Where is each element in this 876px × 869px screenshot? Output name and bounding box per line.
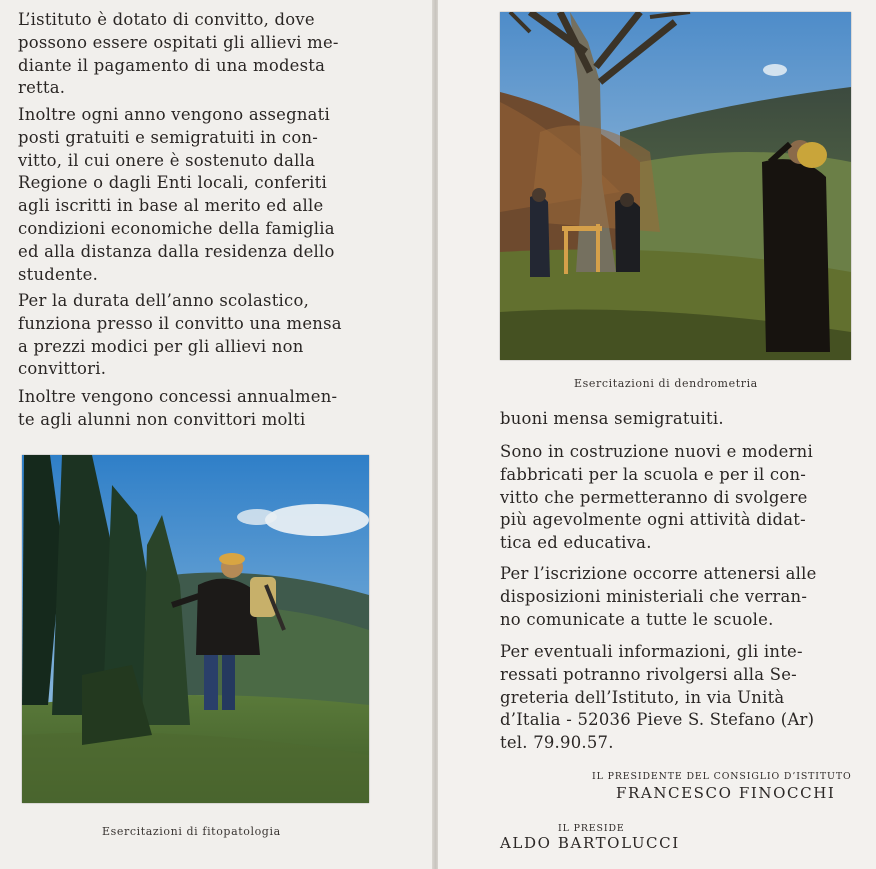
paragraph-iscrizione: Per l’iscrizione occorre attenersi alle disposizioni ministeriali che verran- no comunicate a tutte le scuole. <box>500 564 817 629</box>
photo-fitopatologia <box>22 455 369 803</box>
paragraph-mensa: Per la durata dell’anno scolastico, funziona presso il convitto una mensa a prezzi modici per gli allievi non convittori. <box>18 291 342 379</box>
photo-dendrometria <box>500 12 851 360</box>
left-page <box>0 0 434 869</box>
caption-dendrometria: Esercitazioni di dendrometria <box>574 377 758 390</box>
caption-fitopatologia: Esercitazioni di fitopatologia <box>102 825 281 838</box>
principal-name: ALDO BARTOLUCCI <box>500 834 680 852</box>
paragraph-convitto: L’istituto è dotato di convitto, dove possono essere ospitati gli allievi me- diante il pagamento di una modesta retta. <box>18 10 339 98</box>
president-title: IL PRESIDENTE DEL CONSIGLIO D’ISTITUTO <box>592 771 852 782</box>
paragraph-costruzione: Sono in costruzione nuovi e moderni fabbricati per la scuola e per il con- vitto che permetteranno di svolgere più agevolmente ogni attività didat- tica ed educativa. <box>500 442 813 553</box>
principal-title: IL PRESIDE <box>558 823 625 834</box>
paragraph-informazioni: Per eventuali informazioni, gli inte- ressati potranno rivolgersi alla Se- greteria dell’Istituto, in via Unità d’Italia - 52036 Pieve S. Stefano (Ar) tel. 79.90.57. <box>500 642 815 753</box>
paragraph-posti-gratuiti: Inoltre ogni anno vengono assegnati posti gratuiti e semigratuiti in con- vitto, il cui onere è sostenuto dalla Regione o dagli Enti locali, conferiti agli iscritti in base al merito ed alle condizioni economiche della famiglia ed alla distanza dalla residenza dello studente. <box>18 105 335 284</box>
paragraph-buoni-mensa-start: Inoltre vengono concessi annualmen- te agli alunni non convittori molti <box>18 387 338 429</box>
president-name: FRANCESCO FINOCCHI <box>616 784 836 802</box>
right-page <box>438 0 876 869</box>
paragraph-buoni-mensa-end: buoni mensa semigratuiti. <box>500 409 724 428</box>
